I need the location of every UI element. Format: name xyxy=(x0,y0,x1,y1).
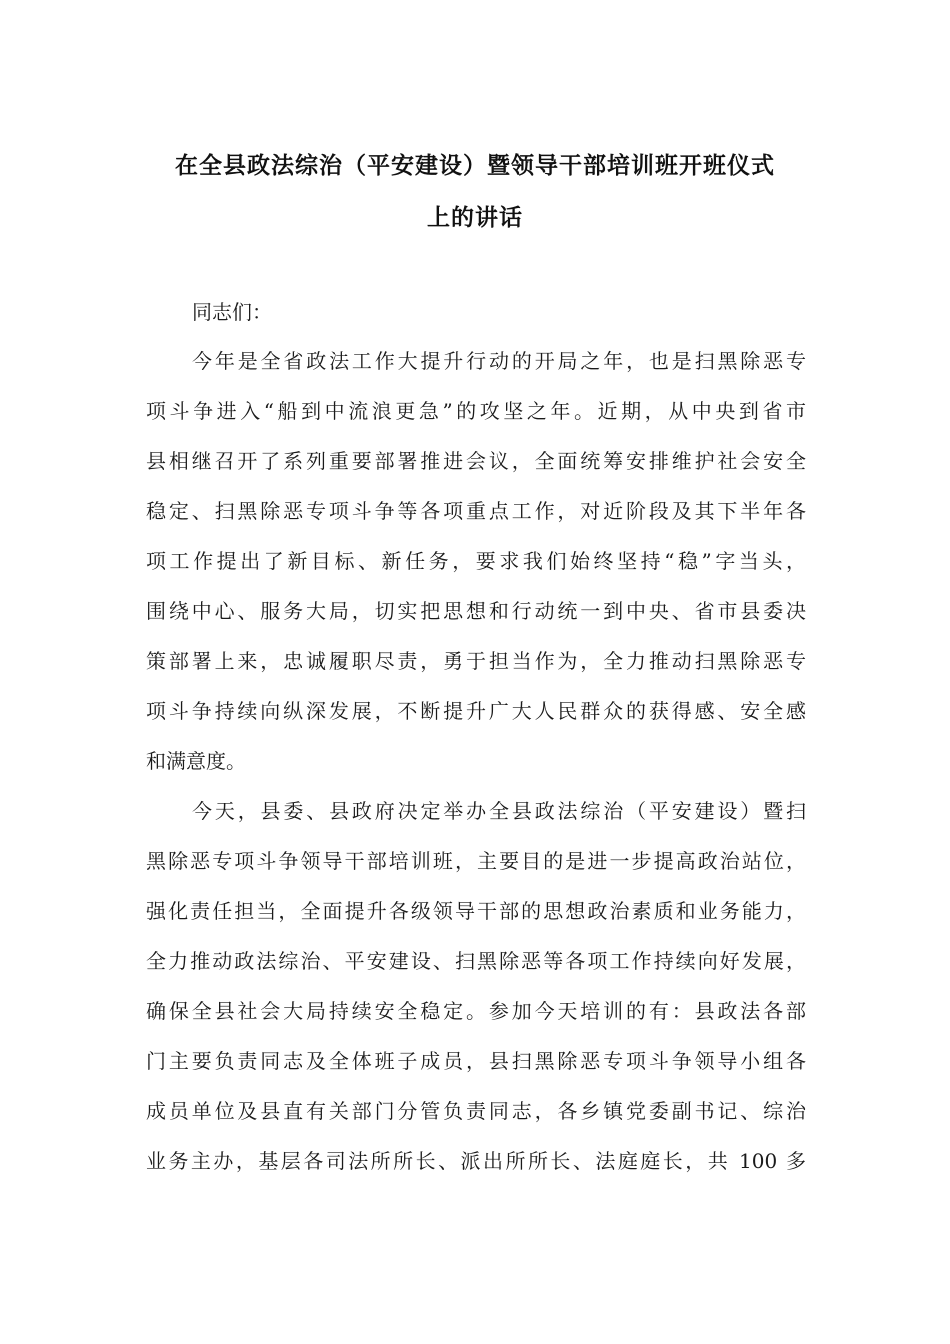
paragraph-1-line: 项斗争持续向纵深发展，不断提升广大人民群众的获得感、安全感 xyxy=(146,699,806,723)
paragraph-1-line: 县相继召开了系列重要部署推进会议，全面统筹安排维护社会安全 xyxy=(146,449,806,473)
paragraph-2-line: 成员单位及县直有关部门分管负责同志，各乡镇党委副书记、综治 xyxy=(146,1099,806,1123)
paragraph-1-line: 今年是全省政法工作大提升行动的开局之年，也是扫黑除恶专 xyxy=(192,349,806,373)
paragraph-2-line: 强化责任担当，全面提升各级领导干部的思想政治素质和业务能力， xyxy=(146,899,806,923)
paragraph-1-line: 项工作提出了新目标、新任务，要求我们始终坚持“稳”字当头， xyxy=(146,549,806,573)
document-title-line-2: 上的讲话 xyxy=(427,205,523,231)
paragraph-2-line: 门主要负责同志及全体班子成员，县扫黑除恶专项斗争领导小组各 xyxy=(146,1049,806,1073)
paragraph-1-line: 策部署上来，忠诚履职尽责，勇于担当作为，全力推动扫黑除恶专 xyxy=(146,649,806,673)
paragraph-1-line: 稳定、扫黑除恶专项斗争等各项重点工作，对近阶段及其下半年各 xyxy=(146,499,806,523)
paragraph-1-line: 和满意度。 xyxy=(146,749,246,773)
paragraph-2-line: 全力推动政法综治、平安建设、扫黑除恶等各项工作持续向好发展， xyxy=(146,949,806,973)
paragraph-2-line: 黑除恶专项斗争领导干部培训班，主要目的是进一步提高政治站位， xyxy=(146,849,806,873)
salutation: 同志们： xyxy=(192,300,272,324)
paragraph-2-line: 业务主办，基层各司法所所长、派出所所长、法庭庭长，共 100 多 xyxy=(146,1149,806,1173)
paragraph-2-line: 今天，县委、县政府决定举办全县政法综治（平安建设）暨扫 xyxy=(192,799,806,823)
paragraph-2-line: 确保全县社会大局持续安全稳定。参加今天培训的有：县政法各部 xyxy=(146,999,806,1023)
document-title-line-1: 在全县政法综治（平安建设）暨领导干部培训班开班仪式 xyxy=(175,153,775,179)
paragraph-1-line: 项斗争进入“船到中流浪更急”的攻坚之年。近期，从中央到省市 xyxy=(146,399,806,423)
paragraph-1-line: 围绕中心、服务大局，切实把思想和行动统一到中央、省市县委决 xyxy=(146,599,806,623)
